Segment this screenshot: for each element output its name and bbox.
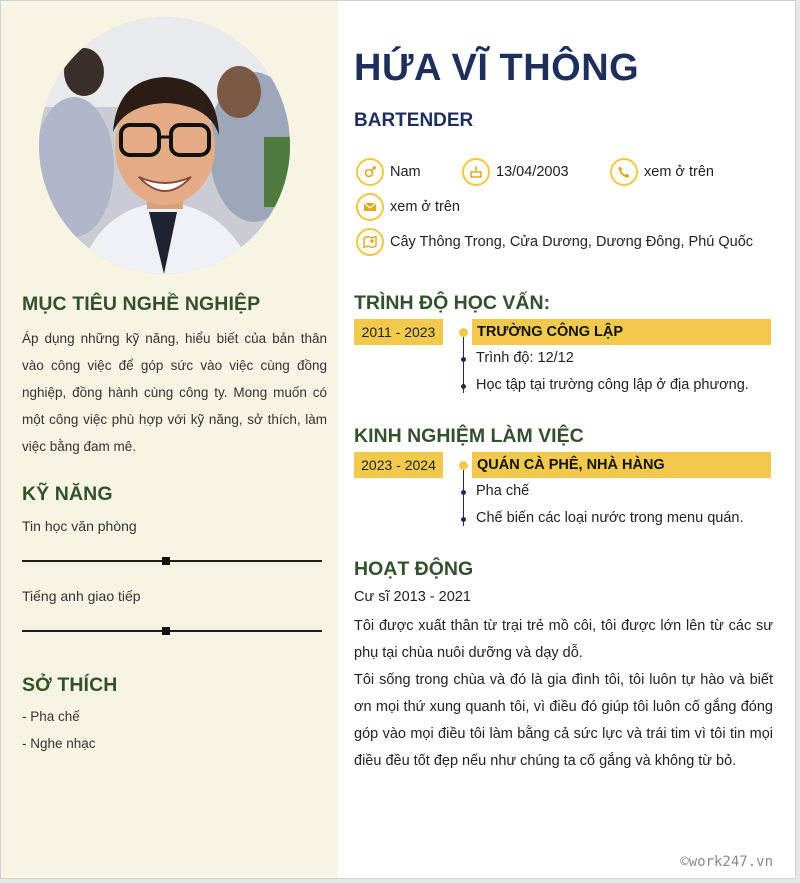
skill-name: Tiếng anh giao tiếp	[22, 588, 141, 604]
gender-info	[356, 158, 421, 186]
hobbies-section	[22, 674, 327, 757]
skill-level-marker	[162, 627, 170, 635]
skills-title: KỸ NĂNG	[22, 483, 113, 505]
skill-bar	[22, 630, 322, 632]
experience-detail: Chế biến các loại nước trong menu quán.	[476, 510, 744, 526]
objective-title: MỤC TIÊU NGHỀ NGHIỆP	[22, 293, 261, 315]
skill-level-marker	[162, 557, 170, 565]
cake-icon	[462, 158, 490, 186]
gender-value: Nam	[390, 164, 421, 180]
activities-paragraph: Tôi sống trong chùa và đó là gia đình tôi, tôi luôn tự hào và biết ơn mọi thứ xung quanh tôi, vì điều đó giúp tôi luôn cố gắng đóng góp vào mọi điều tôi làm bằng cả sức lực và trái tim vì tôi tin mọi điều đều tốt đẹp nếu như chúng ta cố gắng và không từ bỏ.	[354, 672, 773, 769]
phone-value: xem ở trên	[644, 164, 714, 180]
skill-name: Tin học văn phòng	[22, 518, 137, 534]
envelope-icon	[356, 193, 384, 221]
objective-text: Áp dụng những kỹ năng, hiểu biết của bản thân vào công việc để góp sức vào việc cùng đồng nghiệp, đồng hành cùng công ty. Mong muốn có một công việc phù hợp với kỹ năng, sở thích, làm việc bằng đam mê.	[22, 331, 327, 454]
hobbies-title: SỞ THÍCH	[22, 674, 118, 696]
experience-period: 2023 - 2024	[354, 452, 443, 478]
experience-company: QUÁN CÀ PHÊ, NHÀ HÀNG	[472, 452, 771, 478]
education-detail: Trình độ: 12/12	[476, 350, 574, 366]
activities-title: HOẠT ĐỘNG	[354, 558, 474, 580]
objective-section	[22, 293, 327, 460]
main-content	[338, 1, 796, 879]
phone-info	[610, 158, 714, 186]
avatar	[39, 17, 290, 274]
email-info	[356, 193, 460, 221]
bullet-dot	[461, 490, 466, 495]
address-value: Cây Thông Trong, Cửa Dương, Dương Đông, Phú Quốc	[390, 234, 754, 250]
education-school: TRƯỜNG CÔNG LẬP	[472, 319, 771, 345]
education-title: TRÌNH ĐỘ HỌC VẤN:	[354, 292, 551, 314]
birthday-value: 13/04/2003	[496, 164, 569, 180]
timeline-marker	[459, 328, 468, 337]
phone-icon	[610, 158, 638, 186]
sidebar	[1, 1, 338, 879]
gender-icon	[356, 158, 384, 186]
skill-bar	[22, 560, 322, 562]
skills-section	[22, 483, 327, 632]
address-info	[356, 228, 753, 256]
activities-paragraph: Tôi được xuất thân từ trại trẻ mồ côi, tôi được lớn lên từ các sư phụ tại chùa nuôi dưỡng và dạy dỗ.	[354, 618, 773, 661]
experience-detail: Pha chế	[476, 483, 530, 499]
activities-period: Cư sĩ 2013 - 2021	[354, 589, 471, 605]
education-period: 2011 - 2023	[354, 319, 443, 345]
education-detail: Học tập tại trường công lập ở địa phương.	[476, 377, 749, 393]
hobby-item: - Pha chế	[22, 709, 80, 724]
activities-text	[354, 613, 773, 775]
bullet-dot	[461, 384, 466, 389]
birthday-info	[462, 158, 569, 186]
bullet-dot	[461, 357, 466, 362]
timeline-marker	[459, 461, 468, 470]
candidate-name: HỨA VĨ THÔNG	[354, 47, 640, 89]
bullet-dot	[461, 517, 466, 522]
hobby-item: - Nghe nhạc	[22, 736, 96, 751]
email-value: xem ở trên	[390, 199, 460, 215]
experience-title: KINH NGHIỆM LÀM VIỆC	[354, 425, 584, 447]
map-icon	[356, 228, 384, 256]
watermark: ©work247.vn	[680, 854, 773, 870]
job-title: BARTENDER	[354, 110, 474, 131]
